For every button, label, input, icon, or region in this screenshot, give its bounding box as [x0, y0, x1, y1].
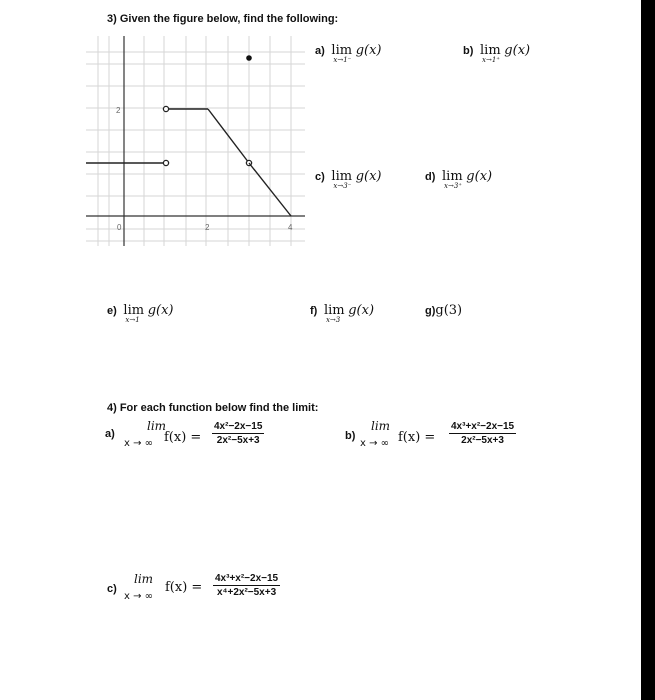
q3-part-b: b) lim x→1⁺ g(x) [463, 43, 531, 64]
limit-subscript: x→3⁻ [333, 182, 352, 190]
limit-subscript: x→3 [325, 316, 341, 324]
q4-heading: 4) For each function below find the limit: [107, 402, 319, 414]
q3-part-g: g)g(3) [425, 303, 463, 318]
worksheet-page: 3) Given the figure below, find the following: 2 0 2 4 a) lim x→1⁻ g(x) b) lim x→1⁺ g(x) c) lim x→3⁻ g(x) d) lim x→3⁺ g(x) e) lim x→1 g(x) f) lim x→3 g(x) g)g(3) 4) For each function below find the limit: a) lim x → ∞ f(x) = $\frac{\text{4x²−2x−15}}{\text{2x²−5x+3}}$ b) lim x → ∞ f(x) = $\frac{\text{4x³+x²−2x−15}}{\text{2x²−5x+3}}$ c) lim x → ∞ f(x) = $\frac{\text{4x³+x²−2x−15}}{\text{x⁴+2x²−5x+3}}$ [0, 0, 641, 700]
q3-part-f: f) lim x→3 g(x) [310, 303, 375, 324]
filled-point [246, 55, 252, 61]
q3-part-e: e) lim x→1 g(x) [107, 303, 174, 324]
q3-part-c: c) lim x→3⁻ g(x) [315, 169, 382, 190]
tick-label-x-4: 4 [288, 223, 293, 232]
open-point-upper [163, 106, 168, 111]
fraction: $\frac{\text{4x²−2x−15}}{\text{2x²−5x+3}}$ [214, 421, 263, 446]
open-point-lower [163, 160, 168, 165]
limit-subscript: x→1⁺ [482, 56, 500, 64]
q3-part-a: a) lim x→1⁻ g(x) [315, 43, 382, 64]
fraction: $\frac{\text{4x³+x²−2x−15}}{\text{x⁴+2x²−5x+3}}$ [215, 573, 279, 598]
graph-grid [86, 36, 305, 246]
limit-subscript: x→1⁻ [333, 56, 352, 64]
q3-heading: 3) Given the figure below, find the following: [107, 13, 339, 25]
tick-label-x-0: 0 [117, 223, 122, 232]
limit-subscript: x→1 [125, 316, 140, 324]
piecewise-graph [80, 34, 310, 249]
fraction: $\frac{\text{4x³+x²−2x−15}}{\text{2x²−5x+3}}$ [451, 421, 515, 446]
tick-label-y-2: 2 [116, 106, 121, 115]
q3-part-d: d) lim x→3⁺ g(x) [425, 169, 493, 190]
tick-label-x-2: 2 [205, 223, 210, 232]
limit-subscript: x→3⁺ [444, 182, 462, 190]
